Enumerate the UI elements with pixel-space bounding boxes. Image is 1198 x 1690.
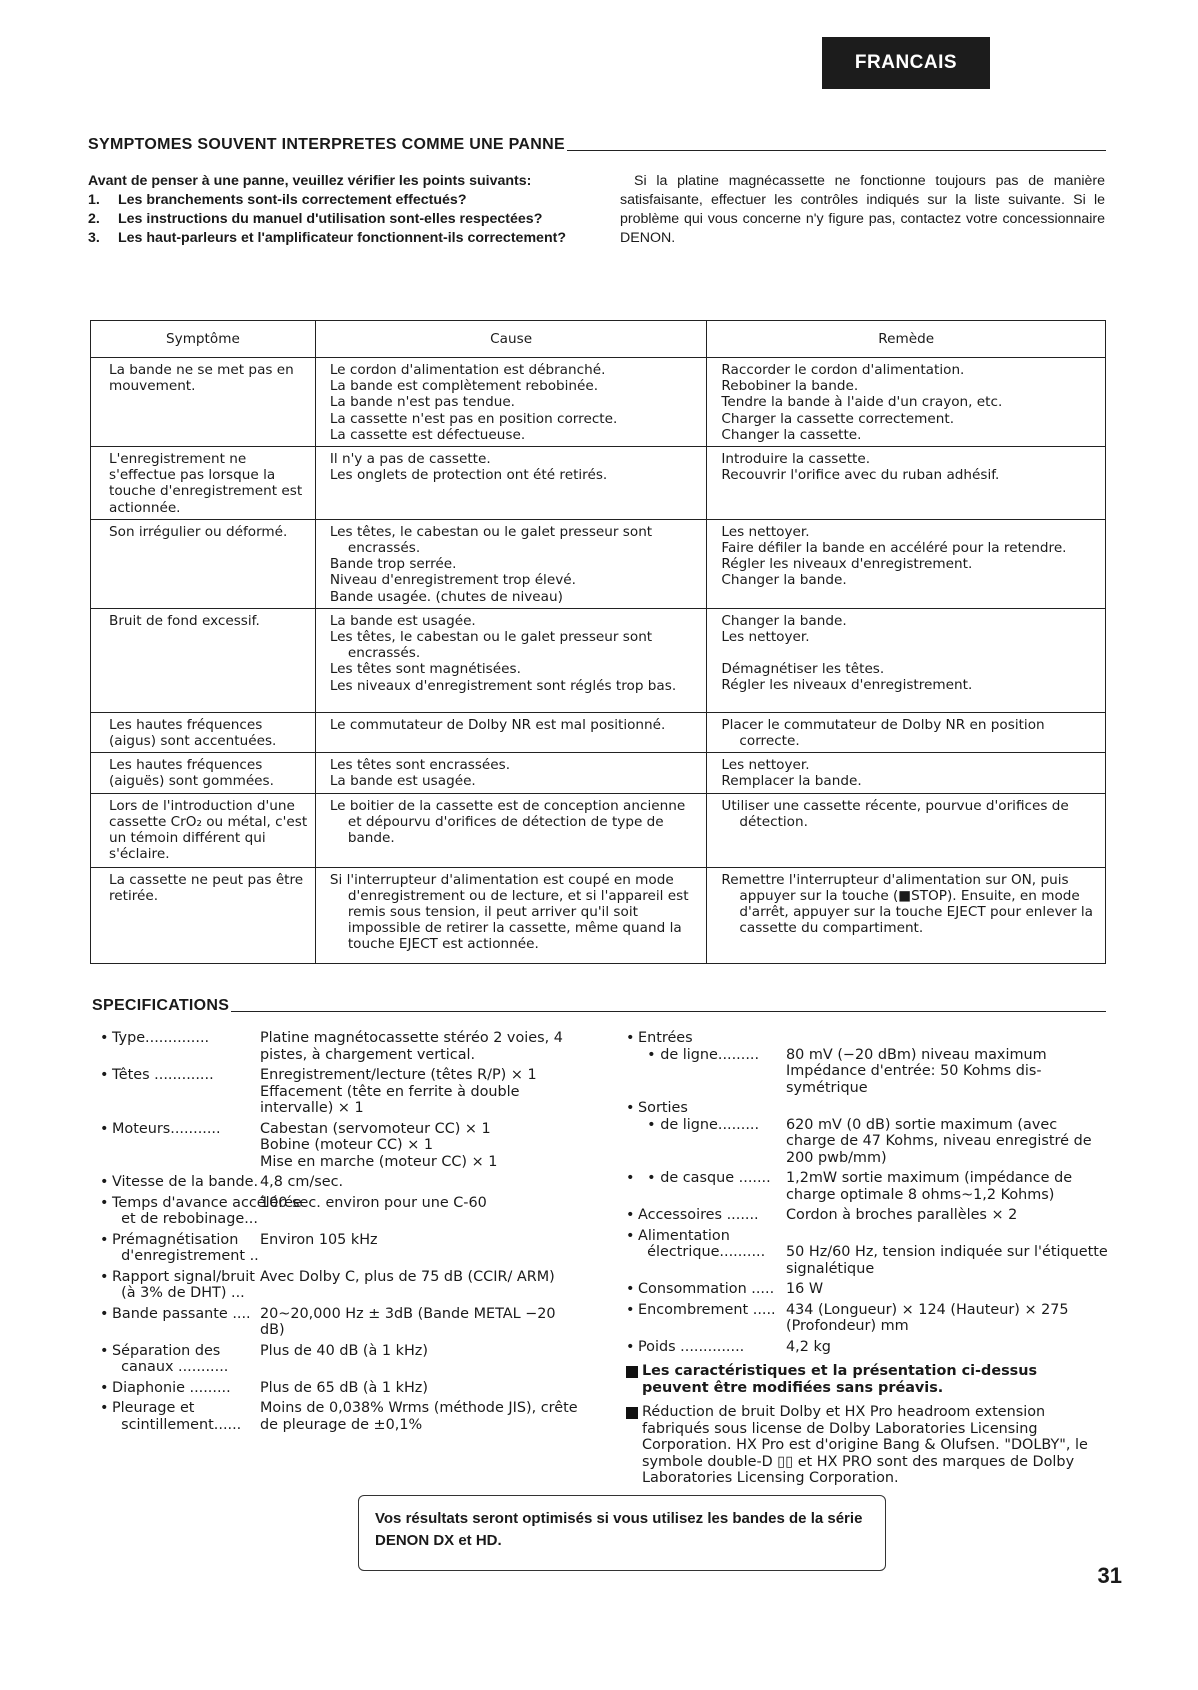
spec-item: • Type.............. Platine magnétocassette stéréo 2 voies, 4 pistes, à chargement vertical. xyxy=(100,1030,580,1063)
cause-line: Les têtes sont magnétisées. xyxy=(329,661,521,678)
check-item xyxy=(88,210,588,229)
check-number: 2. xyxy=(88,211,100,227)
spec-value: 100 sec. environ pour une C-60 xyxy=(260,1194,487,1211)
spec-label: Séparation des canaux ........... xyxy=(112,1342,229,1375)
troubleshooting-title xyxy=(88,136,1106,154)
note-text: Les caractéristiques et la présentation ci-dessus peuvent être modifiées sans préavis. xyxy=(642,1363,1038,1396)
specs-right-column xyxy=(626,1030,1108,1487)
spec-value: Moins de 0,038% Wrms (méthode JIS), crête de pleurage de ±0,1% xyxy=(260,1400,578,1433)
table-row xyxy=(91,447,1106,520)
spec-value: Enregistrement/lecture (têtes R/P) × 1 Effacement (tête en ferrite à double intervalle) × 1 xyxy=(260,1067,537,1116)
check-item xyxy=(88,191,588,210)
spec-value: Plus de 40 dB (à 1 kHz) xyxy=(260,1342,428,1359)
remedy-cell xyxy=(707,753,1106,793)
specifications-title-text: SPECIFICATIONS xyxy=(92,997,230,1014)
spec-label: Encombrement ..... xyxy=(638,1301,776,1318)
language-tab: FRANCAIS xyxy=(822,37,990,89)
remedy-cell xyxy=(707,358,1106,447)
cause-cell xyxy=(315,358,707,447)
specs-left-column xyxy=(100,1030,580,1437)
check-text: Les instructions du manuel d'utilisation sont-elles respectées? xyxy=(118,211,543,227)
spec-label: Temps d'avance accélérée et de rebobinage... xyxy=(112,1194,302,1227)
symptom-cell xyxy=(91,867,316,963)
spec-value: 1,2mW sortie maximum (impédance de charge optimale 8 ohms~1,2 Kohms) xyxy=(786,1170,1073,1203)
cause-line: Bande usagée. (chutes de niveau) xyxy=(329,588,563,605)
header-remedy: Remède xyxy=(707,321,1106,358)
troubleshooting-title-text: SYMPTOMES SOUVENT INTERPRETES COMME UNE PANNE xyxy=(88,136,565,153)
remedy-line: Les nettoyer. xyxy=(721,523,810,540)
spec-item: • Prémagnétisation d'enregistrement .. Environ 105 kHz xyxy=(100,1232,580,1265)
spec-label: Poids .............. xyxy=(638,1338,745,1355)
remedy-cell xyxy=(707,793,1106,867)
cause-line: La bande est usagée. xyxy=(329,773,476,790)
symptom-cell xyxy=(91,608,316,712)
cause-line: Les têtes, le cabestan ou le galet presseur sont encrassés. xyxy=(329,523,653,557)
remedy-line: Raccorder le cordon d'alimentation. xyxy=(721,362,965,378)
cause-line: Les niveaux d'enregistrement sont réglés trop bas. xyxy=(329,677,677,694)
spec-note xyxy=(626,1404,1108,1487)
spec-value: Avec Dolby C, plus de 75 dB (CCIR/ ARM) xyxy=(260,1268,555,1285)
symptom-text: L'enregistrement ne s'effectue pas lorsque la touche d'enregistrement est actionnée. xyxy=(109,451,303,516)
cause-line: Si l'interrupteur d'alimentation est coupé en mode d'enregistrement ou de lecture, et si l'appareil est remis sous tension, il peut arriver qu'il soit impossible de retirer la cassette, même quand la touche EJECT est actionnée. xyxy=(329,871,689,953)
spec-label: • de casque ....... xyxy=(638,1170,771,1186)
tape-recommendation-box: Vos résultats seront optimisés si vous utilisez les bandes de la série DENON DX et HD. xyxy=(358,1495,886,1571)
remedy-line: Tendre la bande à l'aide d'un crayon, etc. xyxy=(721,394,1003,411)
spec-label: Consommation ..... xyxy=(638,1281,775,1297)
spec-value: 434 (Longueur) × 124 (Hauteur) × 275 (Profondeur) mm xyxy=(786,1301,1069,1334)
remedy-line: Régler les niveaux d'enregistrement. xyxy=(721,556,973,573)
remedy-line: Remplacer la bande. xyxy=(721,773,862,790)
specifications-title xyxy=(92,997,1106,1015)
symptom-cell xyxy=(91,753,316,793)
remedy-line: Charger la cassette correctement. xyxy=(721,410,955,427)
remedy-line: Changer la cassette. xyxy=(721,426,862,443)
cause-line: Les onglets de protection ont été retirés. xyxy=(329,467,608,484)
spec-value: 4,2 kg xyxy=(786,1338,831,1355)
remedy-cell xyxy=(707,519,1106,608)
spec-label: Rapport signal/bruit (à 3% de DHT) ... xyxy=(112,1268,255,1301)
table-row xyxy=(91,519,1106,608)
remedy-cell xyxy=(707,447,1106,520)
spec-value: Cabestan (servomoteur CC) × 1 Bobine (moteur CC) × 1 Mise en marche (moteur CC) × 1 xyxy=(260,1120,498,1170)
remedy-line: Placer le commutateur de Dolby NR en position correcte. xyxy=(721,716,1045,750)
table-row xyxy=(91,867,1106,963)
troubleshooting-intro xyxy=(88,172,588,248)
cause-cell xyxy=(315,608,707,712)
spec-label: Alimentation électrique.......... xyxy=(638,1227,766,1260)
cause-line: Le commutateur de Dolby NR est mal positionné. xyxy=(329,716,666,733)
cause-line: Niveau d'enregistrement trop élevé. xyxy=(329,572,576,589)
remedy-line: Faire défiler la bande en accéléré pour la retendre. xyxy=(721,540,1067,557)
remedy-cell xyxy=(707,867,1106,963)
page-number: 31 xyxy=(1097,1563,1122,1588)
cause-line: Les têtes, le cabestan ou le galet presseur sont encrassés. xyxy=(329,629,653,662)
check-text: Les branchements sont-ils correctement effectués? xyxy=(118,192,467,208)
spec-item: • Accessoires ....... Cordon à broches parallèles × 2 xyxy=(626,1207,1108,1224)
table-row xyxy=(91,712,1106,752)
intro-text: Avant de penser à une panne, veuillez vérifier les points suivants: xyxy=(88,173,532,189)
symptom-text: La cassette ne peut pas être retirée. xyxy=(109,871,304,904)
spec-label: Bande passante .... xyxy=(112,1305,251,1322)
spec-label: Type.............. xyxy=(112,1030,210,1046)
remedy-line: Introduire la cassette. xyxy=(721,451,871,468)
symptom-cell xyxy=(91,447,316,520)
cause-line: Les têtes sont encrassées. xyxy=(329,757,511,774)
spec-item: • • de casque ....... 1,2mW sortie maximum (impédance de charge optimale 8 ohms~1,2 Kohms) xyxy=(626,1170,1108,1203)
remedy-line: Utiliser une cassette récente, pourvue d'orifices de détection. xyxy=(721,797,1069,830)
symptom-cell xyxy=(91,358,316,447)
check-item xyxy=(88,229,588,248)
spec-label: Vitesse de la bande. xyxy=(112,1174,259,1190)
remedy-cell xyxy=(707,712,1106,752)
remedy-line: Démagnétiser les têtes. xyxy=(721,661,885,678)
spec-value: 80 mV (−20 dBm) niveau maximum Impédance d'entrée: 50 Kohms dis-symétrique xyxy=(786,1046,1047,1096)
symptom-cell xyxy=(91,519,316,608)
square-bullet-icon xyxy=(626,1366,638,1378)
spec-item: • Diaphonie ......... Plus de 65 dB (à 1 kHz) xyxy=(100,1380,580,1397)
spec-item: • Moteurs........... Cabestan (servomoteur CC) × 1 Bobine (moteur CC) × 1 Mise en marche (moteur CC) × 1 xyxy=(100,1121,580,1171)
spec-item: • Rapport signal/bruit (à 3% de DHT) ... Avec Dolby C, plus de 75 dB (CCIR/ ARM) xyxy=(100,1269,580,1302)
spec-item: • Pleurage et scintillement...... Moins de 0,038% Wrms (méthode JIS), crête de pleurage de ±0,1% xyxy=(100,1400,580,1433)
note-text: Réduction de bruit Dolby et HX Pro headroom extension fabriqués sous license de Dolby Laboratories Licensing Corporation. HX Pro est d'origine Bang & Olufsen. "DOLBY", le symbole double-D ▯▯ et HX PRO sont des marques de Dolby Laboratories Licensing Corporation. xyxy=(642,1404,1088,1486)
symptom-text: Bruit de fond excessif. xyxy=(109,612,260,629)
check-text: Les haut-parleurs et l'amplificateur fonctionnent-ils correctement? xyxy=(118,230,567,246)
checks-list xyxy=(88,191,588,248)
symptom-text: Les hautes fréquences (aiguës) sont gommées. xyxy=(109,757,274,790)
table-header-row xyxy=(91,321,1106,358)
spec-value: Platine magnétocassette stéréo 2 voies, 4 pistes, à chargement vertical. xyxy=(260,1030,563,1063)
cause-line: La cassette est défectueuse. xyxy=(329,426,526,443)
cause-cell xyxy=(315,753,707,793)
symptom-text: Les hautes fréquences (aigus) sont accentuées. xyxy=(109,716,277,750)
symptom-text: Son irrégulier ou déformé. xyxy=(109,523,288,540)
cause-line: Le cordon d'alimentation est débranché. xyxy=(329,362,606,378)
spec-label: Sorties • de ligne......... xyxy=(638,1100,760,1133)
troubleshooting-note: Si la platine magnécassette ne fonctionne toujours pas de manière satisfaisante, effectuer les contrôles indiqués sur la liste suivante. Si le problème qui vous concerne n'y figure pas, contactez votre concessionnaire DENON. xyxy=(620,173,1105,246)
check-number: 3. xyxy=(88,230,100,246)
spec-item: • Séparation des canaux ........... Plus de 40 dB (à 1 kHz) xyxy=(100,1343,580,1376)
remedy-line: Recouvrir l'orifice avec du ruban adhésif. xyxy=(721,467,1000,484)
remedy-line: Les nettoyer. xyxy=(721,757,810,774)
spec-value: 4,8 cm/sec. xyxy=(260,1174,344,1190)
spec-item: • Consommation ..... 16 W xyxy=(626,1281,1108,1298)
cause-line: Bande trop serrée. xyxy=(329,556,457,573)
spec-value: 50 Hz/60 Hz, tension indiquée sur l'étiquette signalétique xyxy=(786,1244,1108,1277)
spec-item: • Alimentation électrique.......... 50 Hz/60 Hz, tension indiquée sur l'étiquette signalétique xyxy=(626,1227,1108,1277)
cause-cell xyxy=(315,712,707,752)
spec-note xyxy=(626,1363,1108,1396)
spec-label: Diaphonie ......... xyxy=(112,1379,231,1396)
symptom-cell xyxy=(91,793,316,867)
spec-label: Têtes ............. xyxy=(112,1067,214,1083)
cause-line: La bande est usagée. xyxy=(329,612,476,629)
spec-item: • Temps d'avance accélérée et de rebobinage... 100 sec. environ pour une C-60 xyxy=(100,1195,580,1228)
symptom-text: Lors de l'introduction d'une cassette CrO₂ ou métal, c'est un témoin différent qui s'éclaire. xyxy=(109,797,308,863)
symptom-text: La bande ne se met pas en mouvement. xyxy=(109,362,294,395)
spec-value: 20~20,000 Hz ± 3dB (Bande METAL −20 dB) xyxy=(260,1305,556,1338)
spec-item: • Têtes ............. Enregistrement/lecture (têtes R/P) × 1 Effacement (tête en ferrite à double intervalle) × 1 xyxy=(100,1067,580,1117)
spec-label: Accessoires ....... xyxy=(638,1207,759,1223)
cause-cell xyxy=(315,447,707,520)
remedy-line: Rebobiner la bande. xyxy=(721,378,859,395)
cause-cell xyxy=(315,519,707,608)
cause-cell xyxy=(315,793,707,867)
spec-item: • Sorties • de ligne......... 620 mV (0 dB) sortie maximum (avec charge de 47 Kohms, niveau enregistré de 200 pwb/mm) xyxy=(626,1100,1108,1166)
spec-item: • Bande passante .... 20~20,000 Hz ± 3dB (Bande METAL −20 dB) xyxy=(100,1306,580,1339)
symptom-cell xyxy=(91,712,316,752)
remedy-line: Changer la bande. xyxy=(721,572,847,589)
table-row xyxy=(91,793,1106,867)
header-cause: Cause xyxy=(315,321,707,358)
spec-value: Environ 105 kHz xyxy=(260,1231,378,1248)
cause-line: La bande n'est pas tendue. xyxy=(329,394,516,411)
spec-item: • Entrées • de ligne......... 80 mV (−20 dBm) niveau maximum Impédance d'entrée: 50 Kohms dis-symétrique xyxy=(626,1030,1108,1096)
remedy-line: Changer la bande. xyxy=(721,612,847,629)
cause-cell xyxy=(315,867,707,963)
table-row xyxy=(91,753,1106,793)
remedy-line: Les nettoyer. xyxy=(721,629,810,646)
square-bullet-icon xyxy=(626,1407,638,1419)
spec-item: • Encombrement ..... 434 (Longueur) × 124 (Hauteur) × 275 (Profondeur) mm xyxy=(626,1302,1108,1335)
spec-value: 620 mV (0 dB) sortie maximum (avec charge de 47 Kohms, niveau enregistré de 200 pwb/mm) xyxy=(786,1116,1092,1166)
cause-line: Il n'y a pas de cassette. xyxy=(329,451,491,468)
table-row xyxy=(91,608,1106,712)
cause-line: La bande est complètement rebobinée. xyxy=(329,378,599,395)
spec-value: Cordon à broches parallèles × 2 xyxy=(786,1207,1018,1223)
spec-value: Plus de 65 dB (à 1 kHz) xyxy=(260,1379,428,1396)
header-symptom: Symptôme xyxy=(91,321,316,358)
spec-item: • Vitesse de la bande. 4,8 cm/sec. xyxy=(100,1174,580,1191)
spec-label: Pleurage et scintillement...... xyxy=(112,1400,242,1433)
cause-line: Le boitier de la cassette est de conception ancienne et dépourvu d'orifices de détection de type de bande. xyxy=(329,797,686,847)
spec-value: 16 W xyxy=(786,1281,824,1297)
table-row xyxy=(91,358,1106,447)
spec-item: • Poids .............. 4,2 kg xyxy=(626,1339,1108,1356)
check-number: 1. xyxy=(88,192,100,208)
spec-label: Moteurs........... xyxy=(112,1120,221,1137)
spec-label: Prémagnétisation d'enregistrement .. xyxy=(112,1231,259,1264)
remedy-cell xyxy=(707,608,1106,712)
spec-label: Entrées • de ligne......... xyxy=(638,1030,760,1063)
remedy-line: Remettre l'interrupteur d'alimentation sur ON, puis appuyer sur la touche (■STOP). Ensuite, en mode d'arrêt, appuyer sur la touche EJECT pour enlever la cassette du compartiment. xyxy=(721,871,1093,937)
cause-line: La cassette n'est pas en position correcte. xyxy=(329,410,618,427)
troubleshooting-table xyxy=(90,320,1106,964)
remedy-line: Régler les niveaux d'enregistrement. xyxy=(721,677,973,694)
